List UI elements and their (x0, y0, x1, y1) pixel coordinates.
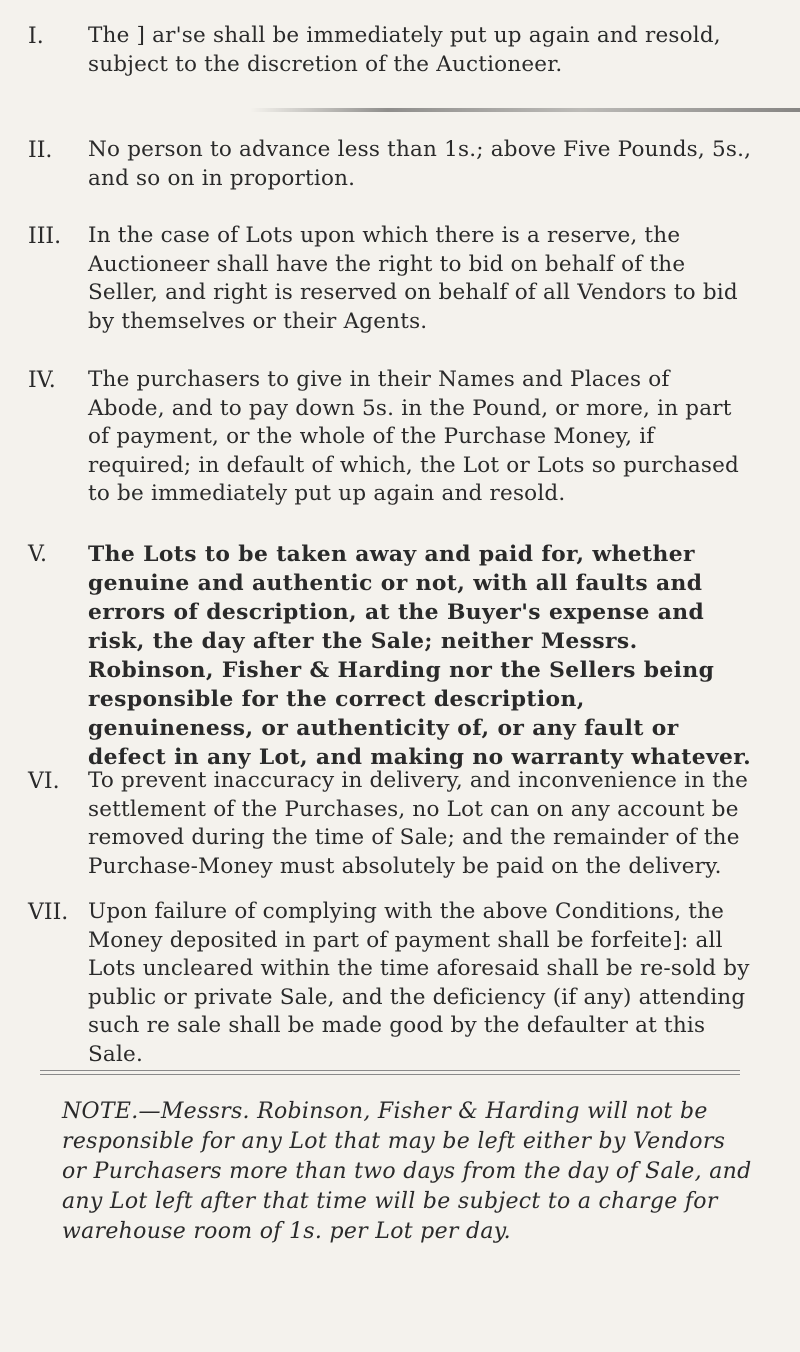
condition-numeral: VII. (28, 900, 69, 925)
condition-text: To prevent inaccuracy in delivery, and inconvenience in the settlement of the Purchases, no Lot can on any account be removed during the time of Sale; and the remainder of the Purchase-Money must absolutely be paid on the delivery. (88, 768, 749, 879)
condition-text: In the case of Lots upon which there is a reserve, the Auctioneer shall have the right to bid on behalf of the Seller, and right is reserved on behalf of all Vendors to bid by themselves or their Agents. (88, 223, 738, 334)
condition-numeral: VI. (28, 769, 60, 794)
condition-text: The Lots to be taken away and paid for, whether genuine and authentic or not, with all faults and errors of description, at the Buyer's expense and risk, the day after the Sale; neither Messrs. Robinson, Fisher & Harding nor the Sellers being responsible for the correct description, genuineness, or authenticity of, or any fault or defect in any Lot, and making no warranty whatever. (88, 542, 752, 770)
condition-numeral: V. (28, 542, 48, 567)
divider-rule (40, 1070, 740, 1071)
condition-numeral: II. (28, 138, 53, 163)
condition-text: Upon failure of complying with the above Conditions, the Money deposited in part of payment shall be forfeite]: all Lots uncleared within the time aforesaid shall be re-sold by public or private Sale, and the deficiency (if any) attending such re sale shall be made good by the defaulter at this Sale. (88, 899, 750, 1067)
condition-numeral: IV. (28, 368, 56, 393)
condition-text: No person to advance less than 1s.; above Five Pounds, 5s., and so on in proportion. (88, 137, 752, 191)
sale-note: NOTE.—Messrs. Robinson, Fisher & Harding will not be responsible for any Lot that may be left either by Vendors or Purchasers more than two days from the day of Sale, and any Lot left after that time will be subject to a charge for warehouse room of 1s. per Lot per day. (62, 1099, 752, 1244)
divider-rule (40, 1074, 740, 1075)
condition-text: The purchasers to give in their Names and Places of Abode, and to pay down 5s. in the Pound, or more, in part of payment, or the whole of the Purchase Money, if required; in default of which, the Lot or Lots so purchased to be immediately put up again and resold. (88, 367, 740, 506)
condition-text: The ] ar'se shall be immediately put up again and resold, subject to the discretion of the Auctioneer. (88, 23, 721, 77)
condition-numeral: III. (28, 224, 62, 249)
torn-paper-edge (250, 108, 800, 112)
condition-numeral: I. (28, 24, 44, 49)
